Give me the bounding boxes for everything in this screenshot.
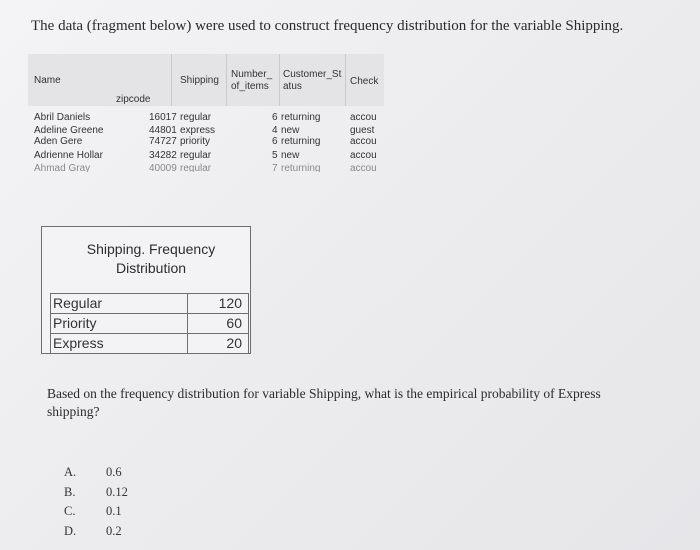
cell-shipping: regular xyxy=(180,150,212,161)
cell-shipping: express xyxy=(180,125,216,136)
table-row xyxy=(28,125,384,136)
answer-option-a[interactable] xyxy=(64,463,128,483)
column-divider xyxy=(345,54,346,106)
intro-text: The data (fragment below) were used to construct frequency distribution for the variable Shipping. xyxy=(31,18,624,34)
cell-zipcode: 34282 xyxy=(149,150,177,161)
option-letter: A. xyxy=(64,465,77,479)
cell-items: 6 xyxy=(272,112,278,123)
cell-status: new xyxy=(281,150,300,161)
cell-check: accou xyxy=(350,136,377,147)
frequency-table xyxy=(41,226,251,354)
cell-name: Aden Gere xyxy=(34,136,83,147)
column-divider xyxy=(279,54,280,106)
frequency-title xyxy=(42,240,250,278)
cell-items: 6 xyxy=(272,136,278,147)
option-value: 0.6 xyxy=(106,465,122,479)
frequency-title-line1: Shipping. Frequency xyxy=(86,241,216,257)
option-value: 0.2 xyxy=(106,523,122,538)
frequency-row xyxy=(51,314,249,334)
option-letter: C. xyxy=(64,504,76,518)
cell-status: returning xyxy=(281,163,321,172)
column-divider xyxy=(171,54,172,106)
frequency-count: 60 xyxy=(188,314,249,333)
cell-status: returning xyxy=(281,112,321,123)
cell-name: Adeline Greene xyxy=(34,125,104,136)
header-number-line1: Number_ xyxy=(231,69,273,80)
header-number-line2: of_items xyxy=(231,81,269,92)
cell-name: Ahmad Gray xyxy=(34,163,91,172)
option-value: 0.1 xyxy=(106,504,122,518)
data-fragment-table xyxy=(28,54,384,180)
table-row xyxy=(28,150,384,161)
option-letter: B. xyxy=(64,484,76,499)
header-check: Check xyxy=(350,76,379,87)
table-row xyxy=(28,136,384,147)
cell-shipping: regular xyxy=(180,112,212,123)
frequency-count: 20 xyxy=(188,334,249,353)
cell-zipcode: 74727 xyxy=(149,136,177,147)
option-letter: D. xyxy=(64,523,77,538)
column-divider xyxy=(226,54,227,106)
answer-option-c[interactable] xyxy=(64,502,128,522)
frequency-count: 120 xyxy=(188,294,249,313)
cell-items: 7 xyxy=(272,163,278,172)
header-customer-line1: Customer_St xyxy=(283,69,342,80)
header-shipping: Shipping xyxy=(180,75,219,86)
cell-check: guest xyxy=(350,125,375,136)
answer-option-b[interactable] xyxy=(64,483,128,503)
cell-items: 5 xyxy=(272,150,278,161)
frequency-category: Regular xyxy=(51,294,188,313)
option-value: 0.12 xyxy=(106,484,128,499)
table-row xyxy=(28,163,384,172)
cell-items: 4 xyxy=(272,125,278,136)
cell-zipcode: 16017 xyxy=(149,112,177,123)
cell-status: returning xyxy=(281,136,321,147)
cell-check: accou xyxy=(350,163,377,172)
header-zipcode: zipcode xyxy=(116,94,151,105)
header-customer-line2: atus xyxy=(283,81,302,92)
cell-status: new xyxy=(281,125,300,136)
cell-name: Adrienne Hollar xyxy=(34,150,103,161)
frequency-grid xyxy=(50,293,249,354)
cell-check: accou xyxy=(350,112,377,123)
frequency-title-line2: Distribution xyxy=(115,260,187,276)
cell-shipping: priority xyxy=(180,136,211,147)
frequency-category: Priority xyxy=(51,314,188,333)
answer-options xyxy=(64,463,128,541)
frequency-category: Express xyxy=(51,334,188,353)
header-name: Name xyxy=(34,75,61,86)
cell-shipping: regular xyxy=(180,163,212,172)
cell-check: accou xyxy=(350,150,377,161)
fragment-header xyxy=(28,54,384,106)
table-row xyxy=(28,112,384,123)
frequency-row xyxy=(51,294,249,314)
cell-zipcode: 40009 xyxy=(149,163,177,172)
cell-zipcode: 44801 xyxy=(149,125,177,136)
cell-name: Abril Daniels xyxy=(34,112,91,123)
answer-option-d[interactable] xyxy=(64,522,128,542)
question-text: Based on the frequency distribution for variable Shipping, what is the empirical probability of Express shipping? xyxy=(47,386,601,419)
frequency-row xyxy=(51,334,249,354)
